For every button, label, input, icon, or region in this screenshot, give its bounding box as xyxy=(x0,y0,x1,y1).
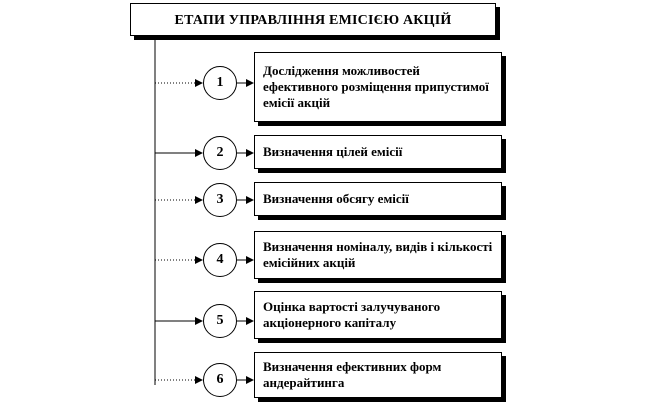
stage-1-box: Дослідження можливостей ефективного розміщення припустимої емісії акцій xyxy=(254,52,502,122)
stage-3-box: Визначення обсягу емісії xyxy=(254,182,502,216)
stage-4-number-circle: 4 xyxy=(203,243,237,277)
diagram-title: ЕТАПИ УПРАВЛІННЯ ЕМІСІЄЮ АКЦІЙ xyxy=(130,3,496,36)
stage-4-box: Визначення номіналу, видів і кількості емісійних акцій xyxy=(254,231,502,279)
stage-1-number-circle: 1 xyxy=(203,66,237,100)
stage-2-box: Визначення цілей емісії xyxy=(254,135,502,169)
stage-2-number-circle: 2 xyxy=(203,136,237,170)
stage-6-box: Визначення ефективних форм андерайтинга xyxy=(254,352,502,398)
stage-5-box: Оцінка вартості залучуваного акціонерного капіталу xyxy=(254,291,502,339)
stage-5-number-circle: 5 xyxy=(203,304,237,338)
stage-6-number-circle: 6 xyxy=(203,363,237,397)
stage-3-number-circle: 3 xyxy=(203,183,237,217)
